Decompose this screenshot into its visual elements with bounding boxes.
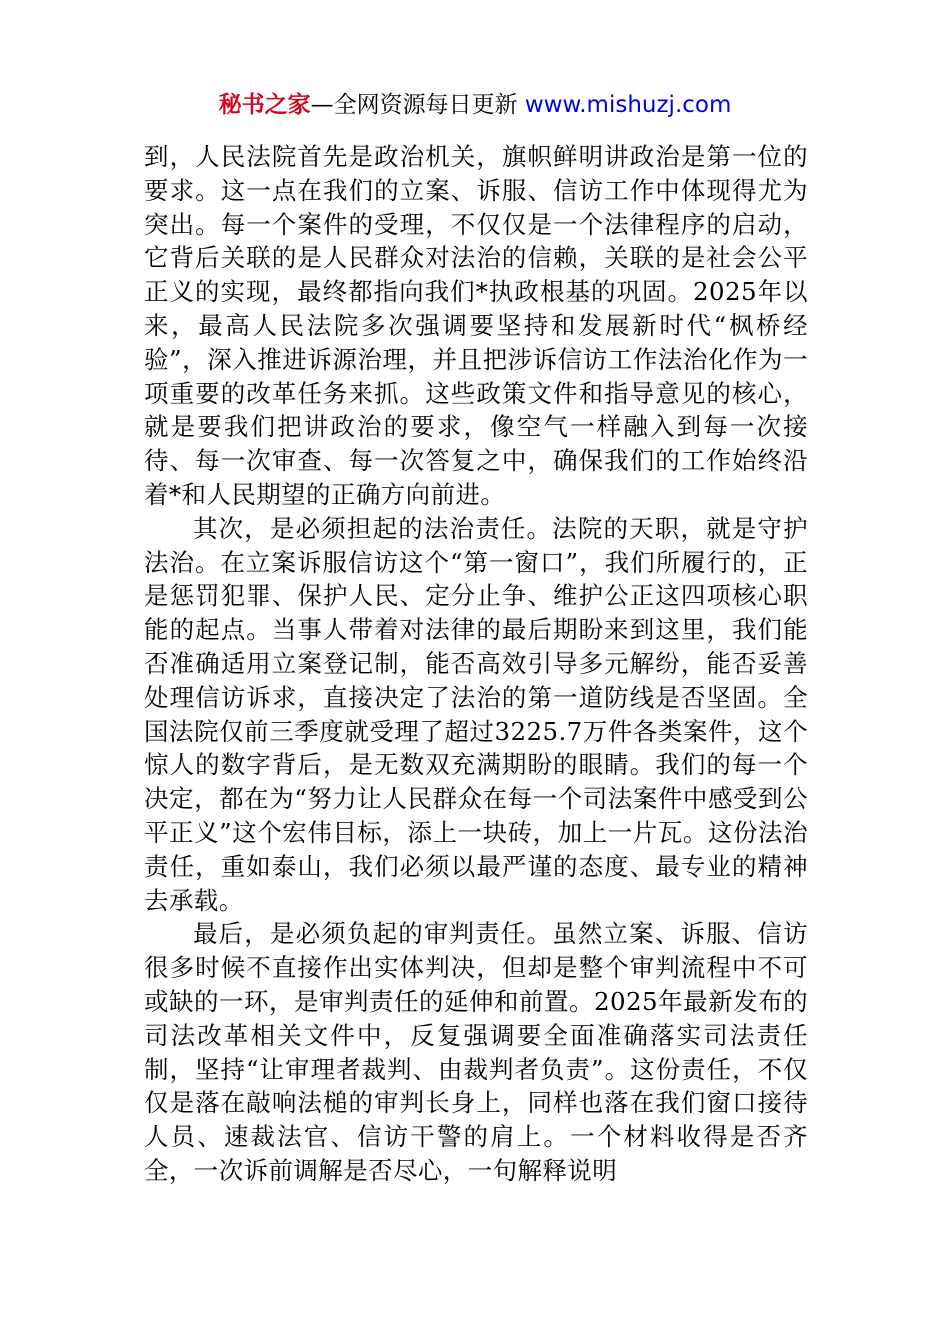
page-header	[0, 88, 950, 122]
paragraph-trial-duty: 最后，是必须负起的审判责任。虽然立案、诉服、信访很多时候不直接作出实体判决，但却是整个审判流程中不可或缺的一环，是审判责任的延伸和前置。2025年最新发布的司法改革相关文件中，反复强调要全面准确落实司法责任制，坚持“让审理者裁判、由裁判者负责”。这份责任，不仅仅是落在敲响法槌的审判长身上，同样也落在我们窗口接待人员、速裁法官、信访干警的肩上。一个材料收得是否齐全，一次诉前调解是否尽心，一句解释说明	[144, 919, 808, 1185]
paragraph-rule-of-law-duty: 其次，是必须担起的法治责任。法院的天职，就是守护法治。在立案诉服信访这个“第一窗口”，我们所履行的，正是惩罚犯罪、保护人民、定分止争、维护公正这四项核心职能的起点。当事人带着对法律的最后期盼来到这里，我们能否准确适用立案登记制，能否高效引导多元解纷，能否妥善处理信访诉求，直接决定了法治的第一道防线是否坚固。全国法院仅前三季度就受理了超过3225.7万件各类案件，这个惊人的数字背后，是无数双充满期盼的眼睛。我们的每一个决定，都在为“努力让人民群众在每一个司法案件中感受到公平正义”这个宏伟目标，添上一块砖，加上一片瓦。这份法治责任，重如泰山，我们必须以最严谨的态度、最专业的精神去承载。	[144, 513, 808, 915]
document-body	[144, 140, 808, 1188]
header-tagline: —全网资源每日更新	[310, 92, 525, 118]
site-url-link[interactable]: www.mishuzj.com	[524, 92, 732, 118]
brand-name: 秘书之家	[218, 92, 311, 118]
paragraph-political-duty: 到，人民法院首先是政治机关，旗帜鲜明讲政治是第一位的要求。这一点在我们的立案、诉服、信访工作中体现得尤为突出。每一个案件的受理，不仅仅是一个法律程序的启动，它背后关联的是人民群众对法治的信赖，关联的是社会公平正义的实现，最终都指向我们*执政根基的巩固。2025年以来，最高人民法院多次强调要坚持和发展新时代“枫桥经验”，深入推进诉源治理，并且把涉诉信访工作法治化作为一项重要的改革任务来抓。这些政策文件和指导意见的核心，就是要我们把讲政治的要求，像空气一样融入到每一次接待、每一次审查、每一次答复之中，确保我们的工作始终沿着*和人民期望的正确方向前进。	[144, 142, 808, 509]
